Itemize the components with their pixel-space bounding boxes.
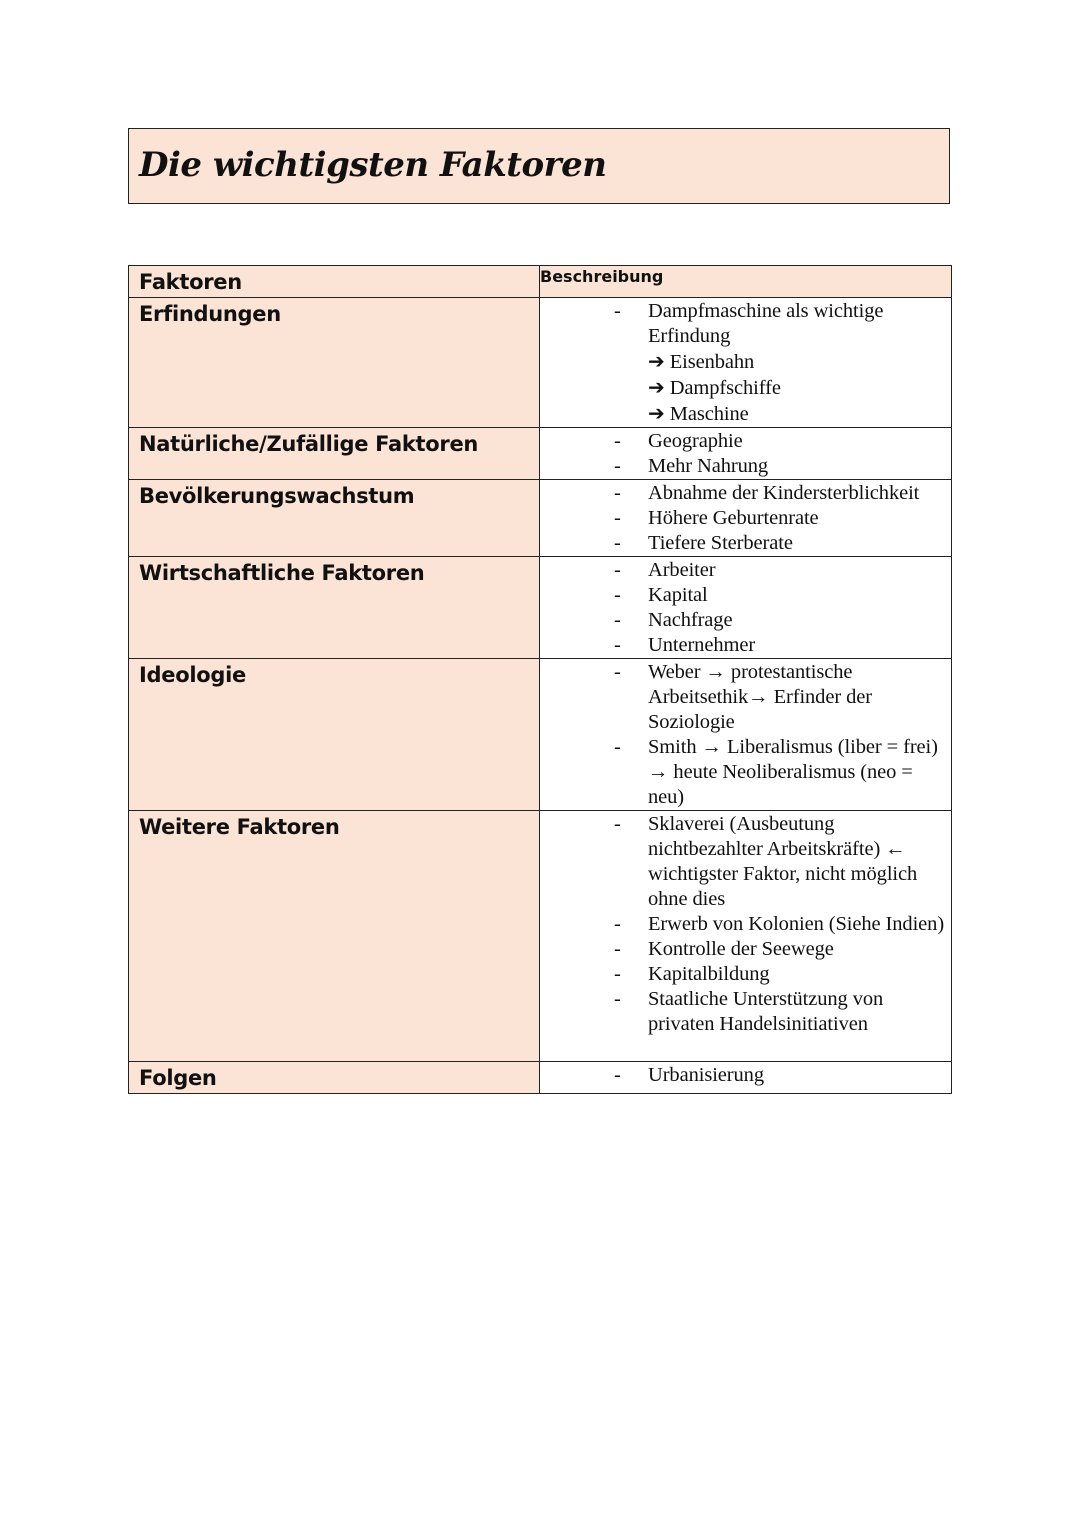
header-description: Beschreibung <box>540 266 952 298</box>
list-item <box>540 481 951 506</box>
item-text: Geographie <box>648 430 743 452</box>
factor-cell <box>129 480 540 557</box>
factor-label: Bevölkerungswachstum <box>139 484 415 508</box>
item-text: Kapital <box>648 584 708 606</box>
item-text: Tiefere Sterberate <box>648 532 793 554</box>
factor-label: Erfindungen <box>139 302 281 326</box>
item-text: Weber → protestantische Arbeitsethik→ Erfinder der Soziologie <box>648 661 872 733</box>
dash-bullet: - <box>614 559 621 581</box>
subitem-text: Dampfschiffe <box>664 377 781 399</box>
dash-bullet: - <box>614 913 621 935</box>
factors-table <box>128 265 952 1094</box>
arrow-right-icon: ➔ <box>648 349 665 373</box>
description-list <box>540 298 951 427</box>
dash-bullet: - <box>614 300 621 322</box>
table-row <box>129 298 952 428</box>
list-item <box>540 912 951 937</box>
list-item <box>540 531 951 556</box>
list-item <box>540 506 951 531</box>
description-cell <box>540 659 952 811</box>
dash-bullet: - <box>614 661 621 683</box>
list-item <box>540 608 951 633</box>
list-item <box>540 660 951 735</box>
factor-label: Wirtschaftliche Faktoren <box>139 561 425 585</box>
dash-bullet: - <box>614 963 621 985</box>
factor-label: Natürliche/Zufällige Faktoren <box>139 432 479 456</box>
item-text: Dampfmaschine als wichtige Erfindung <box>648 300 884 347</box>
list-item <box>540 454 951 479</box>
factor-cell <box>129 659 540 811</box>
page-title: Die wichtigsten Faktoren <box>139 145 607 185</box>
dash-bullet: - <box>614 1064 621 1086</box>
factor-cell <box>129 557 540 659</box>
dash-bullet: - <box>614 482 621 504</box>
arrow-right-icon: ➔ <box>648 401 665 425</box>
table-row <box>129 480 952 557</box>
description-list <box>540 659 951 810</box>
dash-bullet: - <box>614 507 621 529</box>
item-text: Sklaverei (Ausbeutung nichtbezahlter Arbeitskräfte) ← wichtigster Faktor, nicht möglich ohne dies <box>648 813 918 910</box>
factor-label: Weitere Faktoren <box>139 815 340 839</box>
table-row <box>129 557 952 659</box>
dash-bullet: - <box>614 430 621 452</box>
item-text: Unternehmer <box>648 634 756 656</box>
table-row <box>129 428 952 480</box>
list-item <box>540 987 951 1037</box>
list-item <box>540 962 951 987</box>
description-list <box>540 557 951 658</box>
table-row <box>129 1062 952 1094</box>
description-cell <box>540 1062 952 1094</box>
table-row <box>129 811 952 1062</box>
item-text: Kapitalbildung <box>648 963 770 985</box>
table-row <box>129 659 952 811</box>
arrow-subitem <box>648 401 945 427</box>
dash-bullet: - <box>614 938 621 960</box>
description-cell <box>540 428 952 480</box>
description-cell <box>540 480 952 557</box>
list-item <box>540 583 951 608</box>
arrow-subitem <box>648 375 945 401</box>
subitem-text: Maschine <box>664 403 749 425</box>
dash-bullet: - <box>614 988 621 1010</box>
list-item <box>540 1063 951 1088</box>
list-item <box>540 735 951 810</box>
arrow-right-icon: ➔ <box>648 375 665 399</box>
item-text: Smith → Liberalismus (liber = frei) → heute Neoliberalismus (neo = neu) <box>648 736 938 808</box>
table-body <box>129 298 952 1094</box>
title-box <box>128 128 950 204</box>
item-text: Erwerb von Kolonien (Siehe Indien) <box>648 913 945 935</box>
list-item <box>540 812 951 912</box>
list-item <box>540 558 951 583</box>
factor-label: Ideologie <box>139 663 246 687</box>
dash-bullet: - <box>614 455 621 477</box>
list-item <box>540 937 951 962</box>
list-item <box>540 633 951 658</box>
dash-bullet: - <box>614 609 621 631</box>
item-text: Staatliche Unterstützung von privaten Handelsinitiativen <box>648 988 884 1035</box>
description-cell <box>540 557 952 659</box>
header-factors: Faktoren <box>129 266 540 298</box>
dash-bullet: - <box>614 532 621 554</box>
factor-label: Folgen <box>139 1066 217 1090</box>
dash-bullet: - <box>614 813 621 835</box>
arrow-subitem <box>648 349 945 375</box>
item-text: Kontrolle der Seewege <box>648 938 834 960</box>
table-header-row <box>129 266 952 298</box>
dash-bullet: - <box>614 584 621 606</box>
description-cell <box>540 298 952 428</box>
list-item <box>540 299 951 427</box>
description-cell <box>540 811 952 1062</box>
description-list <box>540 428 951 479</box>
factor-cell <box>129 1062 540 1094</box>
subitem-text: Eisenbahn <box>664 351 755 373</box>
item-text: Höhere Geburtenrate <box>648 507 819 529</box>
factor-cell <box>129 428 540 480</box>
item-text: Abnahme der Kindersterblichkeit <box>648 482 920 504</box>
description-list <box>540 480 951 556</box>
item-text: Mehr Nahrung <box>648 455 769 477</box>
factor-cell <box>129 298 540 428</box>
factor-cell <box>129 811 540 1062</box>
dash-bullet: - <box>614 736 621 758</box>
item-text: Nachfrage <box>648 609 733 631</box>
description-list <box>540 811 951 1037</box>
list-item <box>540 429 951 454</box>
dash-bullet: - <box>614 634 621 656</box>
item-text: Arbeiter <box>648 559 716 581</box>
item-text: Urbanisierung <box>648 1064 764 1086</box>
description-list <box>540 1062 951 1088</box>
